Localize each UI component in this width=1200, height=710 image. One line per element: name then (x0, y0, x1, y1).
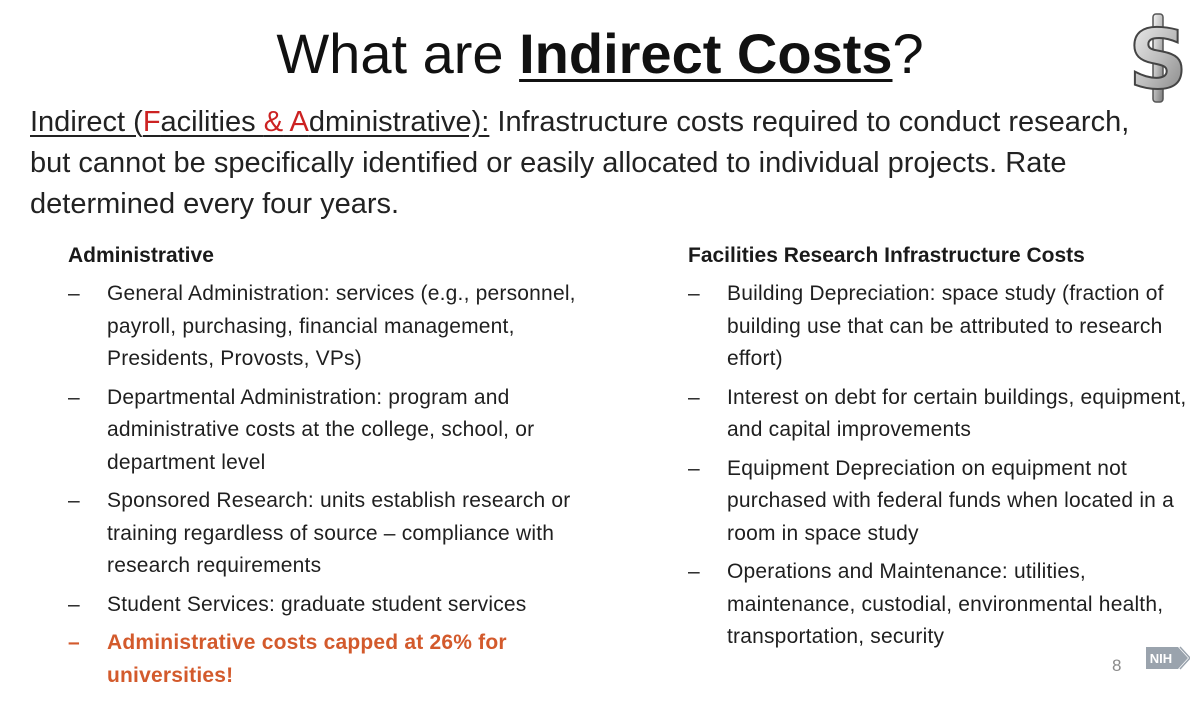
nih-logo (1144, 644, 1190, 672)
slide-title (0, 14, 1200, 94)
list-item-text: Departmental Administration: program and administrative costs at the college, school, or department level (107, 385, 535, 474)
list-item (68, 278, 608, 376)
list-item (688, 382, 1188, 447)
dash-bullet: – (688, 456, 700, 480)
dash-bullet: – (688, 560, 700, 583)
list-item (68, 589, 608, 622)
list-item-text: Operations and Maintenance: utilities, maintenance, custodial, environmental health, transportation, security (727, 560, 1164, 648)
administrative-column (68, 240, 608, 698)
dash-bullet: – (68, 489, 80, 512)
dash-bullet: – (68, 282, 80, 305)
title-prefix: What are (276, 22, 520, 85)
page-number: 8 (1112, 656, 1122, 675)
list-item (688, 453, 1188, 551)
term-acilities: acilities (160, 106, 264, 138)
facilities-column (688, 240, 1188, 660)
list-item-text: Building Depreciation: space study (fraction of building use that can be attributed to research effort) (727, 282, 1164, 370)
term-dministrative: dministrative): (308, 106, 490, 138)
dollar-sign-icon (1118, 12, 1198, 104)
term-open: Indirect ( (30, 106, 143, 138)
administrative-list (68, 278, 608, 692)
dash-bullet: – (68, 592, 80, 616)
list-item-text: General Administration: services (e.g., personnel, payroll, purchasing, financial management, Presidents, Provosts, VPs) (107, 282, 576, 370)
dash-bullet: – (68, 631, 80, 654)
definition-text (30, 102, 1150, 225)
list-item (688, 556, 1188, 654)
list-item (68, 485, 608, 583)
dash-bullet: – (68, 385, 80, 409)
term-letter-f: F (142, 106, 161, 138)
term-ampersand: & (263, 106, 284, 138)
list-item-text: Equipment Depreciation on equipment not purchased with federal funds when located in a room in space study (727, 456, 1174, 545)
definition-body: Infrastructure costs required to conduct research, but cannot be specifically identified or easily allocated to individual projects. Rate determined every four years. (30, 106, 1130, 220)
facilities-list (688, 278, 1188, 654)
facilities-heading: Facilities Research Infrastructure Costs (688, 244, 1085, 267)
cap-note-text: Administrative costs capped at 26% for universities! (107, 631, 507, 687)
title-emphasis: Indirect Costs (519, 22, 893, 85)
term-letter-a: A (289, 106, 309, 138)
definition-term (30, 106, 489, 138)
title-suffix: ? (892, 22, 924, 85)
list-item (688, 278, 1188, 376)
list-item (68, 382, 608, 480)
cap-note-item (68, 627, 608, 692)
dash-bullet: – (688, 385, 700, 409)
svg-text:S: S (1128, 13, 1188, 104)
list-item-text: Sponsored Research: units establish research or training regardless of source – compliance with research requirements (107, 489, 571, 577)
logo-text: NIH (1149, 651, 1173, 666)
list-item-text: Student Services: graduate student services (107, 592, 527, 616)
list-item-text: Interest on debt for certain buildings, equipment, and capital improvements (727, 385, 1187, 441)
dash-bullet: – (688, 282, 700, 305)
administrative-heading: Administrative (68, 244, 214, 267)
